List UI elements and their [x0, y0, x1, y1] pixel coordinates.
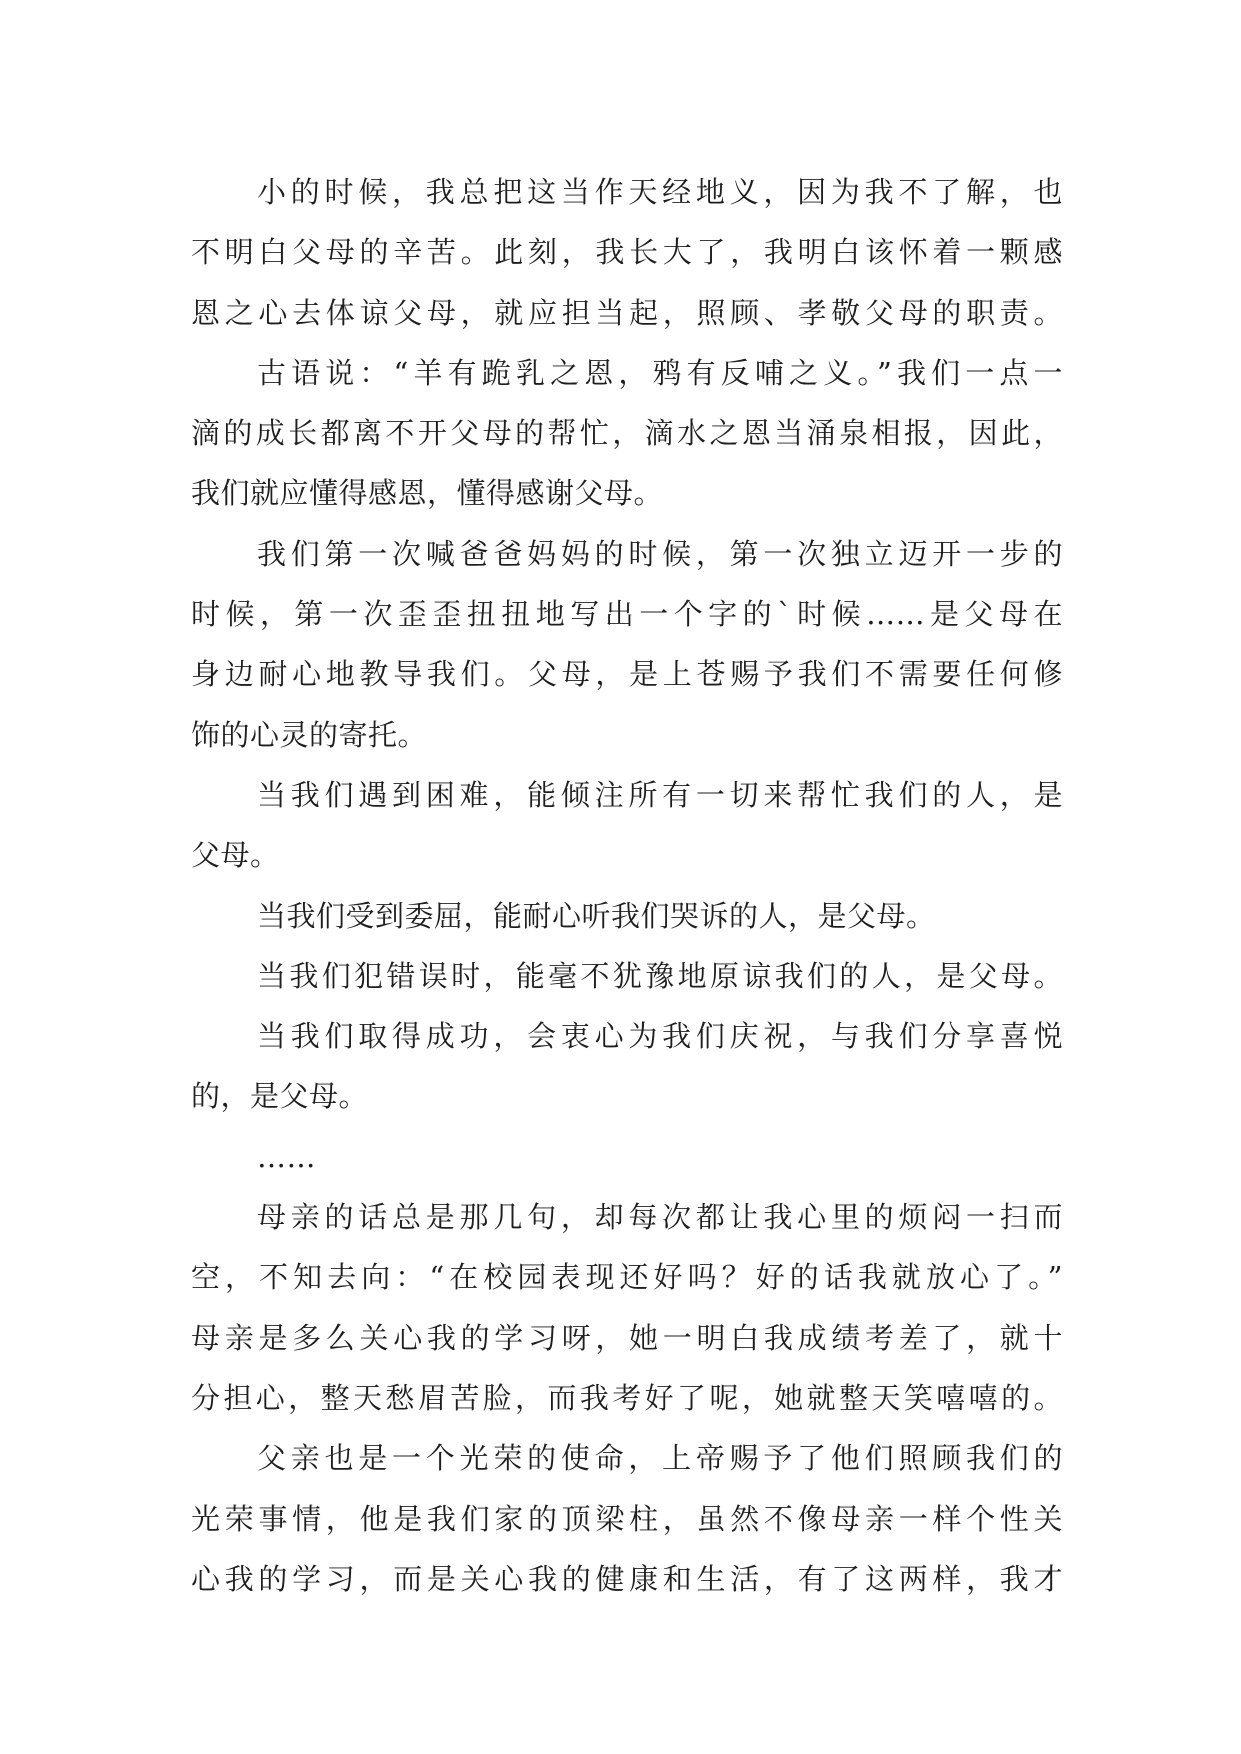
text-line: 恩之心去体谅父母，就应担当起，照顾、孝敬父母的职责。 — [191, 295, 1063, 330]
text-line: 光荣事情，他是我们家的顶梁柱，虽然不像母亲一样个性关 — [191, 1501, 1063, 1536]
text-line: 的，是父母。 — [191, 1079, 369, 1114]
body-text — [191, 162, 1063, 1609]
text-line: 母亲的话总是那几句，却每次都让我心里的烦闷一扫而 — [257, 1200, 1063, 1235]
text-line: 当我们犯错误时，能毫不犹豫地原谅我们的人，是父母。 — [257, 958, 1063, 993]
text-line: 小的时候，我总把这当作天经地义，因为我不了解，也 — [257, 175, 1063, 209]
text-line: 古语说：“羊有跪乳之恩，鸦有反哺之义。”我们一点一 — [257, 355, 1063, 390]
text-line: 当我们受到委屈，能耐心听我们哭诉的人，是父母。 — [257, 898, 936, 933]
text-line: 心我的学习，而是关心我的健康和生活，有了这两样，我才 — [191, 1561, 1063, 1596]
text-line: 我们第一次喊爸爸妈妈的时候，第一次独立迈开一步的 — [257, 536, 1063, 571]
text-line: 当我们遇到困难，能倾注所有一切来帮忙我们的人，是 — [257, 777, 1063, 812]
text-line: 身边耐心地教导我们。父母，是上苍赐予我们不需要任何修 — [191, 657, 1063, 692]
ellipsis-line: …… — [257, 1139, 316, 1174]
text-line: 母亲是多么关心我的学习呀，她一明白我成绩考差了，就十 — [191, 1320, 1063, 1355]
text-line: 分担心，整天愁眉苦脸，而我考好了呢，她就整天笑嘻嘻的。 — [191, 1380, 1063, 1415]
text-line: 父母。 — [191, 838, 280, 873]
text-line: 饰的心灵的寄托。 — [191, 717, 428, 752]
text-line: 父亲也是一个光荣的使命，上帝赐予了他们照顾我们的 — [257, 1441, 1063, 1476]
text-line: 滴的成长都离不开父母的帮忙，滴水之恩当涌泉相报，因此， — [191, 416, 1063, 451]
text-line: 空，不知去向：“在校园表现还好吗？好的话我就放心了。” — [191, 1260, 1063, 1295]
text-line: 不明白父母的辛苦。此刻，我长大了，我明白该怀着一颗感 — [191, 235, 1063, 270]
text-line: 时候，第一次歪歪扭扭地写出一个字的`时候……是父母在 — [191, 597, 1063, 632]
text-line: 我们就应懂得感恩，懂得感谢父母。 — [191, 476, 664, 511]
text-line: 当我们取得成功，会衷心为我们庆祝，与我们分享喜悦 — [257, 1019, 1063, 1054]
